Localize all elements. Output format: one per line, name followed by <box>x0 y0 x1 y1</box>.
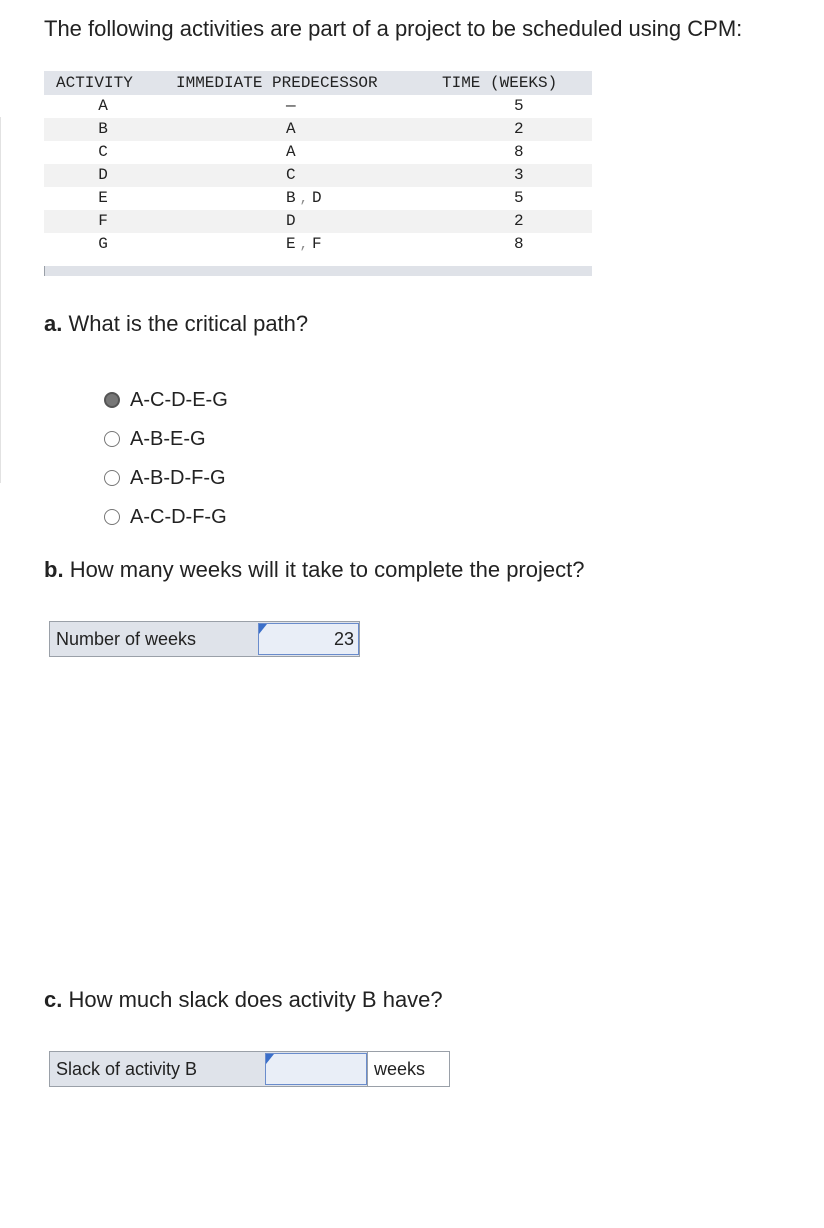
unit-label: weeks <box>367 1052 449 1086</box>
option-label: A-C-D-E-G <box>130 388 228 411</box>
time-cell: 5 <box>514 189 524 207</box>
option-label: A-B-D-F-G <box>130 466 226 489</box>
predecessor-cell: — <box>286 97 296 115</box>
radio-selected-icon[interactable] <box>104 392 120 408</box>
header-predecessor: IMMEDIATE PREDECESSOR <box>176 74 378 92</box>
weeks-input[interactable]: 23 <box>258 623 359 655</box>
table-row <box>44 233 592 256</box>
question-b-text: How many weeks will it take to complete the project? <box>69 557 585 582</box>
table-footer <box>44 266 592 276</box>
option-2[interactable] <box>104 425 206 453</box>
option-1[interactable] <box>104 386 228 414</box>
weeks-answer-row <box>49 621 360 657</box>
table-row <box>44 187 592 210</box>
question-a-prefix: a. <box>44 311 63 336</box>
question-c <box>44 987 443 1013</box>
activity-cell: G <box>98 235 108 253</box>
time-cell: 8 <box>514 235 524 253</box>
question-c-text: How much slack does activity B have? <box>68 987 443 1012</box>
time-cell: 8 <box>514 143 524 161</box>
activity-cell: C <box>98 143 108 161</box>
option-label: A-B-E-G <box>130 427 206 450</box>
predecessor-cell <box>286 187 322 211</box>
slack-answer-row <box>49 1051 450 1087</box>
predecessor-2: D <box>312 189 322 207</box>
question-b <box>44 557 584 583</box>
predecessor-cell: D <box>286 212 296 230</box>
predecessor-cell: A <box>286 120 296 138</box>
option-label: A-C-D-F-G <box>130 505 227 528</box>
predecessor-2: F <box>312 235 322 253</box>
table-row <box>44 118 592 141</box>
activity-cell: F <box>98 212 108 230</box>
intro-text: The following activities are part of a project to be scheduled using CPM: <box>44 16 743 41</box>
predecessor-cell <box>286 233 322 257</box>
radio-icon[interactable] <box>104 431 120 447</box>
left-divider <box>0 117 1 483</box>
header-activity: ACTIVITY <box>56 74 133 92</box>
time-cell: 2 <box>514 120 524 138</box>
table-row <box>44 95 592 118</box>
option-4[interactable] <box>104 503 227 531</box>
question-a-text: What is the critical path? <box>68 311 309 336</box>
flag-icon <box>259 624 267 634</box>
predecessor-1: B <box>286 189 296 207</box>
question-a <box>44 311 308 337</box>
radio-icon[interactable] <box>104 470 120 486</box>
activity-cell: B <box>98 120 108 138</box>
activity-cell: D <box>98 166 108 184</box>
option-3[interactable] <box>104 464 226 492</box>
predecessor-cell: C <box>286 166 296 184</box>
time-cell: 2 <box>514 212 524 230</box>
activity-cell: E <box>98 189 108 207</box>
table-row <box>44 210 592 233</box>
time-cell: 3 <box>514 166 524 184</box>
question-b-prefix: b. <box>44 557 64 582</box>
flag-icon <box>266 1054 274 1064</box>
separator: , <box>299 191 309 207</box>
table-row <box>44 164 592 187</box>
table-row <box>44 141 592 164</box>
time-cell: 5 <box>514 97 524 115</box>
activity-cell: A <box>98 97 108 115</box>
activity-table <box>44 71 592 276</box>
slack-label: Slack of activity B <box>56 1059 198 1079</box>
weeks-label: Number of weeks <box>56 629 197 649</box>
header-time: TIME (WEEKS) <box>442 74 558 92</box>
predecessor-cell: A <box>286 143 296 161</box>
question-c-prefix: c. <box>44 987 63 1012</box>
separator: , <box>299 237 309 253</box>
predecessor-1: E <box>286 235 296 253</box>
slack-input[interactable] <box>265 1053 367 1085</box>
radio-icon[interactable] <box>104 509 120 525</box>
table-header <box>44 71 592 95</box>
